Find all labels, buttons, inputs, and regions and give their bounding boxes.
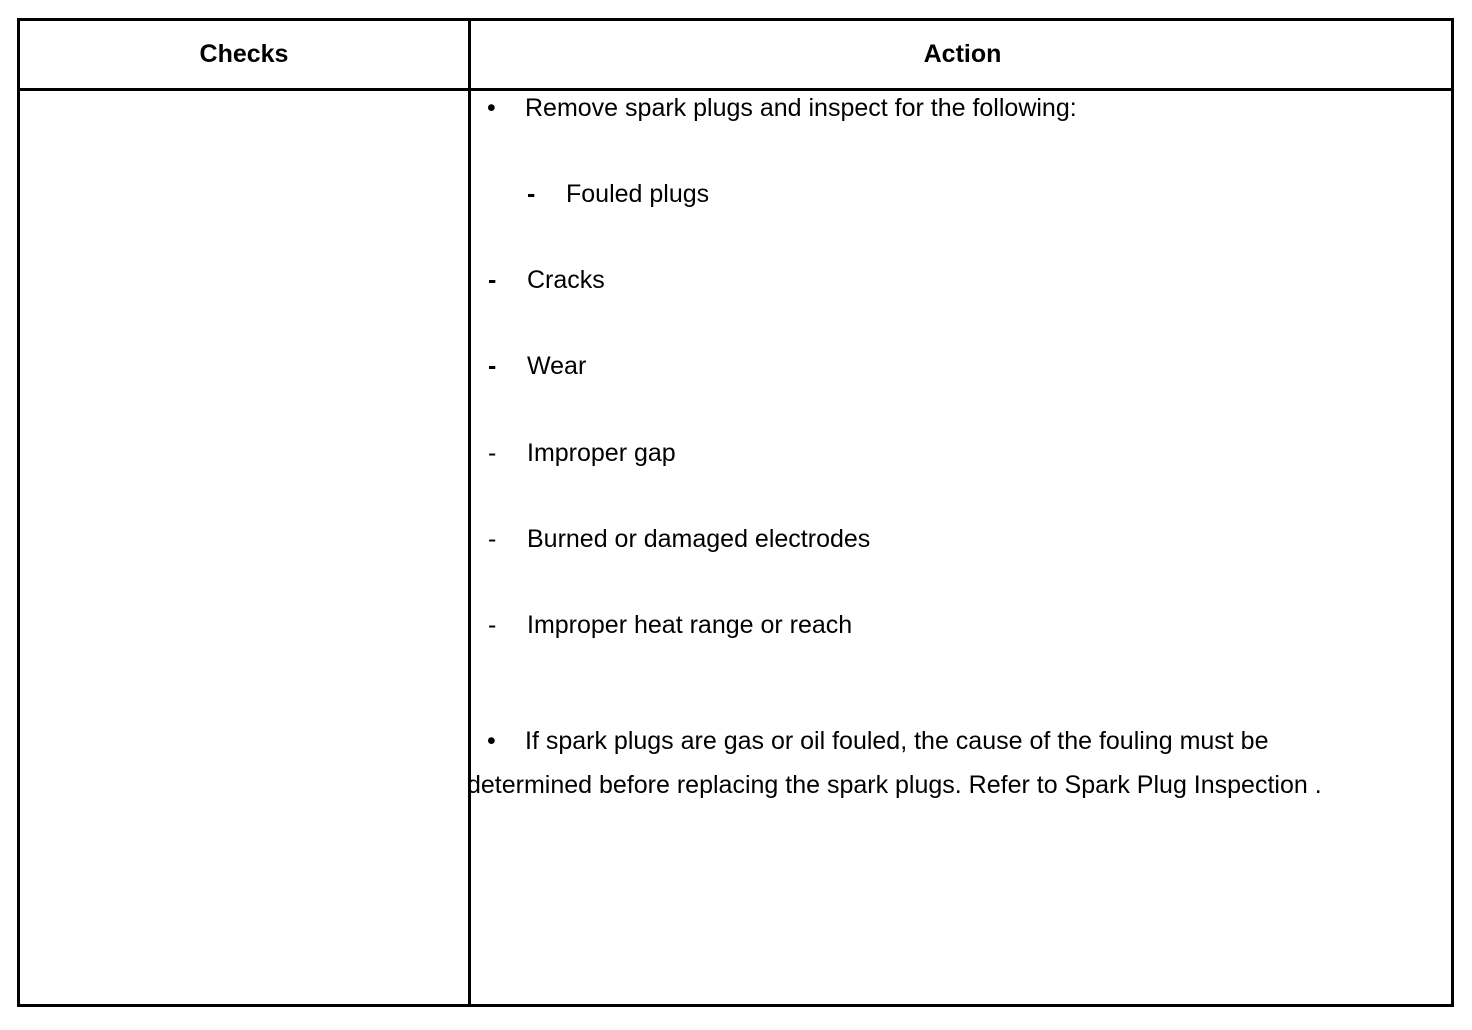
header-checks: Checks bbox=[199, 40, 289, 68]
list-item-text: Wear bbox=[527, 352, 587, 380]
bullet-marker: • bbox=[487, 727, 496, 755]
checks-action-table bbox=[17, 18, 1454, 1007]
dash-marker: - bbox=[488, 611, 497, 639]
list-item-text: Cracks bbox=[527, 266, 605, 294]
header-action: Action bbox=[923, 40, 1002, 68]
header-divider bbox=[20, 88, 1451, 91]
action-note bbox=[467, 719, 1327, 807]
dash-marker: - bbox=[488, 525, 497, 553]
action-intro-text: Remove spark plugs and inspect for the following: bbox=[525, 94, 1077, 122]
list-item-text: Burned or damaged electrodes bbox=[527, 525, 871, 553]
dash-marker: - bbox=[488, 352, 497, 380]
dash-marker: - bbox=[527, 180, 536, 208]
action-note-text: If spark plugs are gas or oil fouled, the cause of the fouling must be determined before replacing the spark plugs. Refer to Spark Plug Inspection . bbox=[467, 727, 1322, 799]
list-item-text: Improper heat range or reach bbox=[527, 611, 853, 639]
dash-marker: - bbox=[488, 439, 497, 467]
list-item-text: Fouled plugs bbox=[566, 180, 710, 208]
column-divider bbox=[468, 21, 471, 1004]
list-item-text: Improper gap bbox=[527, 439, 676, 467]
bullet-marker: • bbox=[487, 94, 496, 122]
dash-marker: - bbox=[488, 266, 497, 294]
